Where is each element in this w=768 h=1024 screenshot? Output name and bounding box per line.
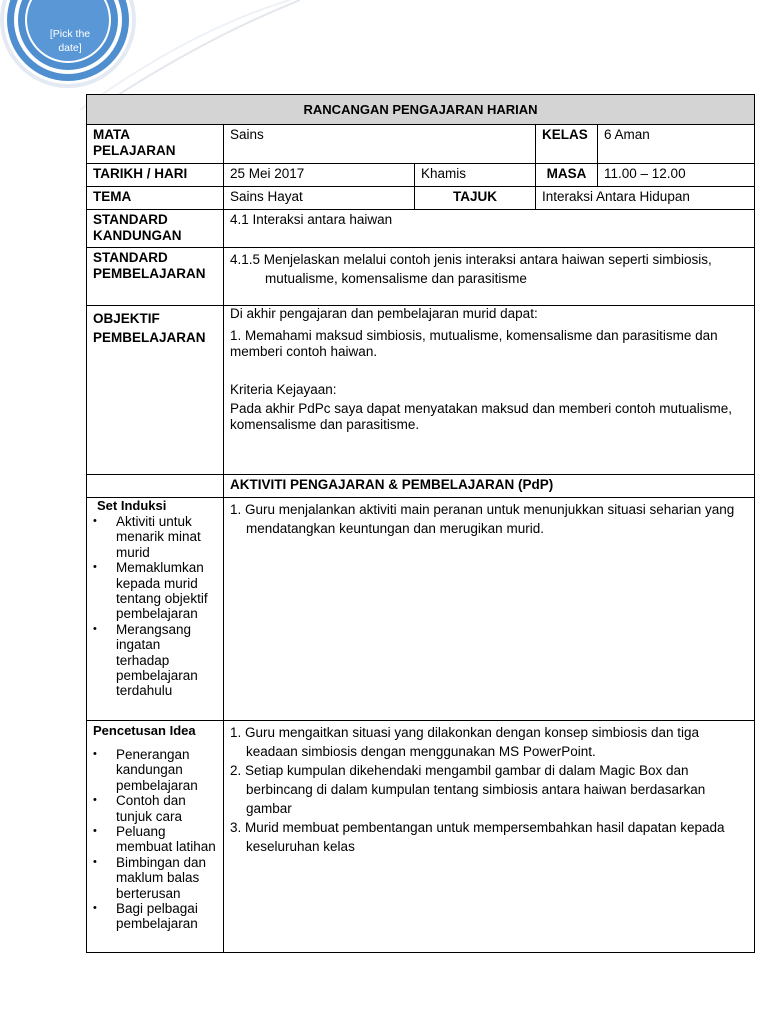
list-item: • Aktiviti untuk menarik minat murid: [116, 514, 217, 560]
activities-header-blank: [87, 475, 224, 498]
content-standard-label: [87, 210, 224, 248]
criteria-text: Pada akhir PdPc saya dapat menyatakan maksud dan memberi contoh mutualisme, komensalisme dan parasitisme.: [230, 401, 733, 432]
day-value: Khamis: [415, 164, 536, 187]
theme-value: Sains Hayat: [224, 187, 415, 210]
page-title: RANCANGAN PENGAJARAN HARIAN: [87, 95, 755, 125]
list-item: • Memaklumkan kepada murid tentang objektif pembelajaran: [116, 560, 217, 622]
list-item: • Contoh dan tunjuk cara: [116, 793, 217, 824]
pencetusan-idea-title: Pencetusan Idea: [93, 723, 196, 738]
subject-label-line2: PELAJARAN: [93, 143, 176, 158]
subject-value: Sains: [224, 125, 536, 164]
learning-standard-label-line1: STANDARD: [93, 250, 168, 265]
list-item: • Penerangan kandungan pembelajaran: [116, 747, 217, 793]
objective-label-line2: PEMBELAJARAN: [93, 330, 206, 345]
list-item: 1. Guru mengaitkan situasi yang dilakonkan dengan konsep simbiosis dan tiga keadaan simbiosis dengan menggunakan MS PowerPoint.: [230, 725, 700, 759]
date-label: TARIKH / HARI: [87, 164, 224, 187]
learning-standard-line2: mutualisme, komensalisme dan parasitisme: [265, 271, 527, 286]
learning-standard-label: [87, 248, 224, 306]
pencetusan-idea-bullets: [93, 747, 217, 932]
subject-label: [87, 125, 224, 164]
topic-label: TAJUK: [415, 187, 536, 210]
subject-label-line1: MATA: [93, 127, 130, 142]
set-induksi-steps: [224, 498, 755, 721]
theme-label: TEMA: [87, 187, 224, 210]
class-label: KELAS: [536, 125, 598, 164]
class-value: 6 Aman: [598, 125, 755, 164]
list-item: 2. Setiap kumpulan dikehendaki mengambil gambar di dalam Magic Box dan berbincang di dalam kumpulan tentang simbiosis antara haiwan berdasarkan gambar: [230, 763, 706, 816]
list-item: • Peluang membuat latihan: [116, 824, 217, 855]
objective-label-line1: OBJEKTIF: [93, 311, 160, 326]
lesson-plan-table: [86, 94, 755, 953]
objective-intro: Di akhir pengajaran dan pembelajaran murid dapat:: [230, 306, 538, 321]
pencetusan-idea-steps: [224, 721, 755, 953]
pencetusan-idea-cell: [87, 721, 224, 953]
content-standard-value: 4.1 Interaksi antara haiwan: [224, 210, 755, 248]
learning-standard-line1: 4.1.5 Menjelaskan melalui contoh jenis interaksi antara haiwan seperti simbiosis,: [230, 252, 712, 267]
objective-content: [224, 306, 755, 475]
list-item: 3. Murid membuat pembentangan untuk mempersembahkan hasil dapatan kepada keseluruhan kelas: [230, 820, 725, 854]
learning-standard-label-line2: PEMBELAJARAN: [93, 266, 206, 281]
list-item: 1. Guru menjalankan aktiviti main peranan untuk menunjukkan situasi seharian yang mendatangkan keuntungan dan merugikan murid.: [230, 502, 735, 536]
list-item: • Bagi pelbagai pembelajaran: [116, 901, 217, 932]
objective-item: 1. Memahami maksud simbiosis, mutualisme, komensalisme dan parasitisme dan memberi contoh haiwan.: [230, 328, 718, 359]
date-picker[interactable]: [40, 27, 100, 55]
activities-header: AKTIVITI PENGAJARAN & PEMBELAJARAN (PdP): [224, 475, 755, 498]
list-item: • Bimbingan dan maklum balas berterusan: [116, 855, 217, 901]
date-picker-line2: date]: [58, 42, 82, 54]
set-induksi-title: Set Induksi: [97, 498, 167, 513]
criteria-title: Kriteria Kejayaan:: [230, 382, 337, 397]
list-item: • Merangsang ingatan terhadap pembelajaran terdahulu: [116, 622, 217, 699]
learning-standard-value: [224, 248, 755, 306]
set-induksi-cell: [87, 498, 224, 721]
date-value: 25 Mei 2017: [224, 164, 415, 187]
objective-label: [87, 306, 224, 475]
content-standard-label-line1: STANDARD: [93, 212, 168, 227]
date-picker-line1: [Pick the: [49, 28, 91, 40]
content-standard-label-line2: KANDUNGAN: [93, 228, 182, 243]
set-induksi-bullets: [93, 514, 217, 699]
time-value: 11.00 – 12.00: [598, 164, 755, 187]
topic-value: Interaksi Antara Hidupan: [536, 187, 755, 210]
time-label: MASA: [536, 164, 598, 187]
